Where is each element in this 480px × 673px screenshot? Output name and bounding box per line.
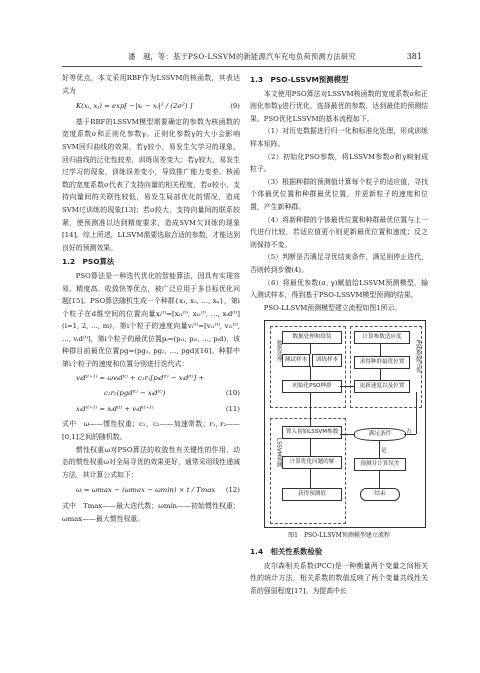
box-end: 结束 [360,488,400,501]
arrow [416,392,417,434]
step-2: （2）初始化PSO参数，将LSSVM参数σ和γ映射成粒子。 [250,152,428,174]
figure-caption: 图1 PSO-LLSVM预测模型建立流程 [288,532,390,540]
arrow [310,468,311,488]
equation-10-line2 [62,387,240,400]
group-label: PSO参数寻优 [414,340,421,373]
box-init-lssvm: 置入初始LSSVM参数 [282,426,342,439]
arrow [380,368,381,380]
box-fitness: 计算参数适应度 [354,331,410,344]
equation-number: (12) [225,486,240,495]
equation-body: xᵢd⁽ᵗ⁺¹⁾ = xᵢd⁽ᵗ⁾ + vᵢd⁽ᵗ⁺¹⁾ [76,404,154,413]
arrow [310,366,311,380]
step-6: （6）将最优参数(σ, γ)赋值给LSSVM预测模型，输入测试样本，得到基于PSO-LSSVM模型预测的结果。 [250,278,428,300]
box-test-sample: 测试样本 [282,354,310,367]
equation-number: (10) [225,389,240,398]
arrow [310,392,311,426]
flowchart-figure [250,318,428,544]
box-solve: 计算优化问题的解 [282,456,342,469]
paragraph: 本文使用PSO算法对LSSVM核函数的宽度系数σ和正则化参数γ进行优化，选择最优的参数，达到最佳的预测结果。PSO优化LSSVM的基本流程如下。 [250,89,428,123]
header-rule [62,66,422,67]
box-condition: 满足条件 [354,428,406,441]
arrow [310,438,311,456]
paragraph: 基于RBF的LSSVM模型需要确定的参数为核函数的宽度系数σ和正则化参数γ。正则化参数γ的大小会影响SVM回归曲线的效果，若γ较小，易发生欠学习的现象，回归曲线的泛化性较差，训练误差变大；若γ较大，易发生过学习的现象，训练误差变小，导致推广能力变差。核函数的宽度系数σ代表了支持向量的相关程度，若σ较小，支持向量间的关联性较低，易发生局部优化的情况，造成SVM过训练的现象[13]；若σ较大，支持向量间的联系较紧，使预测准以达到精度要求，造成SVM欠训练的现象[14]。综上所述，LLSVM需要选取合适的参数，才能达到良好的预测效果。 [62,117,240,252]
step-1: （1）对历史数据进行归一化和标准化处理，形成训练样本矩阵。 [250,127,428,148]
paragraph: 好等优点，本文采用RBF作为LSSVM的核函数，其表达式为 [62,74,240,95]
running-header [62,52,422,66]
equation-9 [62,100,240,113]
paragraph: 式中 Tmax——最大迭代数；ωmin——初始惯性权重；ωmax——最大惯性权重。 [62,502,240,523]
box-data-processing: 数据处理和组装 [282,331,342,344]
left-column [62,72,240,525]
box-update: 更新速度以及位置 [354,380,410,393]
section-heading: 1.2 PSO算法 [62,257,115,267]
step-4: （4）将新种群的个体最优位置和种群最优位置与上一代进行比较，若适应值更小则更新最优位置和速度；反之则保持不变。 [250,215,428,249]
paragraph: 式中 ω——惯性权重；c₁，c₂——加速常数；r₁, r₂——[0,1]之间的随机数。 [62,420,240,442]
arrow [310,343,311,354]
paragraph: PSO算法是一种迭代优化的智能算法，因具有实现容易、精度高、收敛快等优点，被广泛应用于多目标优化问题[15]。PSO算法随机生成一个种群{x₁, x₂, …, xₙ}，第i个粒子在d维空间的位置向量xᵢ⁽ᵗ⁾=[xᵢ₁⁽ᵗ⁾, xᵢ₂⁽ᵗ⁾, …, xᵢd⁽ᵗ⁾] (i=1, 2, …, m)，第i个粒子的速度向量vᵢ⁽ᵗ⁾=[vᵢ₁⁽ᵗ⁾, vᵢ₂⁽ᵗ⁾, …, vᵢd⁽ᵗ⁾]，第i个粒子的最优位置pᵢ=(pᵢ₁, pᵢ₂, …, pᵢd)，该种群目前最优位置pg=(pg₁, pg₂, …, pgd)[16]。种群中第i个粒子的速度和位置分别进行迭代式： [62,271,240,369]
box-init-pso: 初始化PSO种群 [282,380,342,393]
arrow [380,343,381,356]
step-3: （3）根据种群的预测值计算每个粒子的适应值，寻找个体最优位置和种群最优位置，并更新粒子的速度和位置，产生新种群。 [250,177,428,211]
box-train-sample: 训练样本 [312,354,342,367]
arrow [379,440,380,458]
equation-number: (11) [225,404,240,413]
step-5: （5）判断是否满足寻优结束条件，满足则停止迭代，否则转到步骤(4)。 [250,253,428,274]
equation-body: c₂r₂(pgd⁽ᵗ⁾ − xᵢd⁽ᵗ⁾) [104,389,166,398]
equation-12 [62,484,240,497]
label-no: 否 [406,429,412,436]
box-best-position: 求得种群最优位置 [354,356,410,369]
right-column [250,72,428,598]
running-title: 潘 越，等：基于PSO-LSSVM的新能源汽车充电负荷预测方法研究 [128,52,356,61]
arrow [340,434,354,435]
section-heading: 1.4 相关性系数检验 [250,547,323,557]
paragraph: 皮尔森相关系数(PCC)是一种衡量两个变量之间相关性的统计方法，相关系数的数值反映了两个变量共线性关系的强弱程度[17]。为提高中长 [250,561,428,596]
arrow [379,470,380,488]
equation-body: ω = ωmax − (ωmax − ωmin) × t / Tmax [76,486,216,495]
section-heading: 1.3 PSO-LSSVM预测模型 [250,75,349,84]
paragraph: PSO-LLSVM预测模型建立流程如图1所示。 [263,303,402,312]
equation-body: K(xᵢ, xⱼ) = exp[ −|xᵢ − xⱼ|² / (2σ²) ] [76,102,193,111]
box-prediction: 获得预测值 [282,488,342,501]
equation-number: (9) [230,102,240,111]
equation-11 [62,403,240,416]
label-yes: 是 [381,448,387,455]
equation-10-line1: vᵢd⁽ᵗ⁺¹⁾ = ωvᵢd⁽ᵗ⁾ + c₁r₁[pᵢd⁽ᵗ⁾ − xᵢd⁽ᵗ⁾] + [76,373,205,382]
group-label: LSSVM预测 [275,438,282,468]
page-number: 381 [406,52,422,61]
group-label: 数据处理 [275,340,282,362]
paragraph: 惯性权重ω对PSO算法的收敛性有关键性的作用，动态的惯性权重ω对全局寻优的效果更好，通常采用线性递减方法，其计算公式如下： [62,445,240,479]
arrow [340,386,354,387]
box-predict-error: 预测并计算误差 [354,458,406,471]
